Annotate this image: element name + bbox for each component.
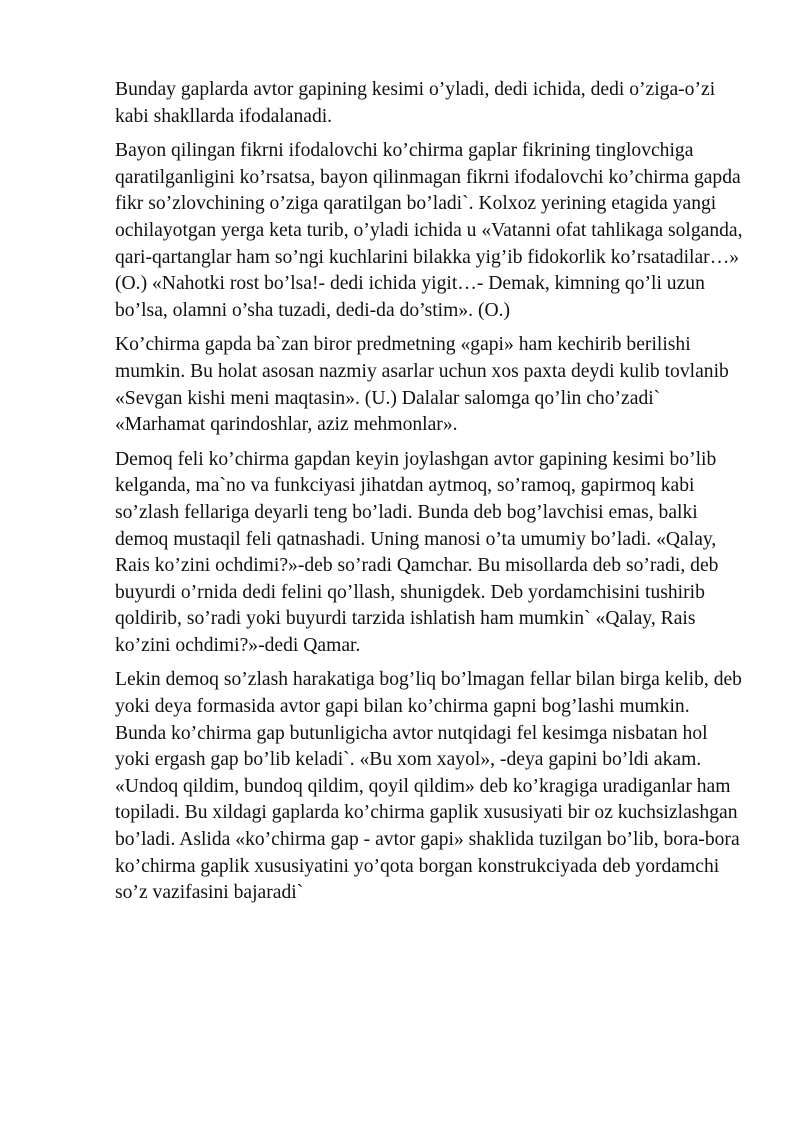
paragraph-4: Demoq feli ko’chirma gapdan keyin joylashgan avtor gapining kesimi bo’lib kelganda, ma`no va funkciyasi jihatdan aytmoq, so’ramoq, gapirmoq kabi so’zlash fellariga deyarli teng bo’ladi. Bunda deb bog’lavchisi emas, balki demoq mustaqil feli qatnashadi. Uning manosi o’ta umumiy bo’ladi. «Qalay, Rais ko’zini ochdimi?»-deb so’radi Qamchar. Bu misollarda deb so’radi, deb buyurdi o’rnida dedi felini qo’llash, shunigdek. Deb yordamchisini tushirib qoldirib, so’radi yoki buyurdi tarzida ishlatish ham mumkin` «Qalay, Rais ko’zini ochdimi?»-dedi Qamar. (115, 448, 719, 656)
document-page (115, 77, 745, 915)
paragraph-1: Bunday gaplarda avtor gapining kesimi o’yladi, dedi ichida, dedi o’ziga-o’zi kabi shakllarda ifodalanadi. (115, 79, 716, 127)
paragraph-2: Bayon qilingan fikrni ifodalovchi ko’chirma gaplar fikrining tinglovchiga qaratilganligini ko’rsatsa, bayon qilinmagan fikrni ifodalovchi ko’chirma gapda fikr so’zlovchining o’ziga qaratilgan bo’ladi`. Kolxoz yerining etagida yangi ochilayotgan yerga keta turib, o’yladi ichida u «Vatanni ofat tahlikaga solganda, qari-qartanglar ham so’ngi kuchlarini bilakka yig’ib fidokorlik ko’rsatadilar…» (O.) «Nahotki rost bo’lsa!- dedi ichida yigit…- Demak, kimning qo’li uzun bo’lsa, olamni o’sha tuzadi, dedi-da do’stim». (O.) (115, 140, 743, 321)
paragraph-3: Ko’chirma gapda ba`zan biror predmetning «gapi» ham kechirib berilishi mumkin. Bu holat asosan nazmiy asarlar uchun xos paxta deydi kulib tovlanib «Sevgan kishi meni maqtasin». (U.) Dalalar salomga qo’lin cho’zadi` «Marhamat qarindoshlar, aziz mehmonlar». (115, 334, 729, 436)
paragraph-5: Lekin demoq so’zlash harakatiga bog’liq bo’lmagan fellar bilan birga kelib, deb yoki deya formasida avtor gapi bilan ko’chirma gapni bog’lashi mumkin. Bunda ko’chirma gap butunligicha avtor nutqidagi fel kesimga nisbatan hol yoki ergash gap bo’lib keladi`. «Bu xom xayol», -deya gapini bo’ldi akam. «Undoq qildim, bundoq qildim, qoyil qildim» deb ko’kragiga uradiganlar ham topiladi. Bu xildagi gaplarda ko’chirma gaplik xususiyati bir oz kuchsizlashgan bo’ladi. Aslida «ko’chirma gap - avtor gapi» shaklida tuzilgan bo’lib, bora-bora ko’chirma gaplik xususiyatini yo’qota borgan konstrukciyada deb yordamchi so’z vazifasini bajaradi` (115, 669, 742, 904)
